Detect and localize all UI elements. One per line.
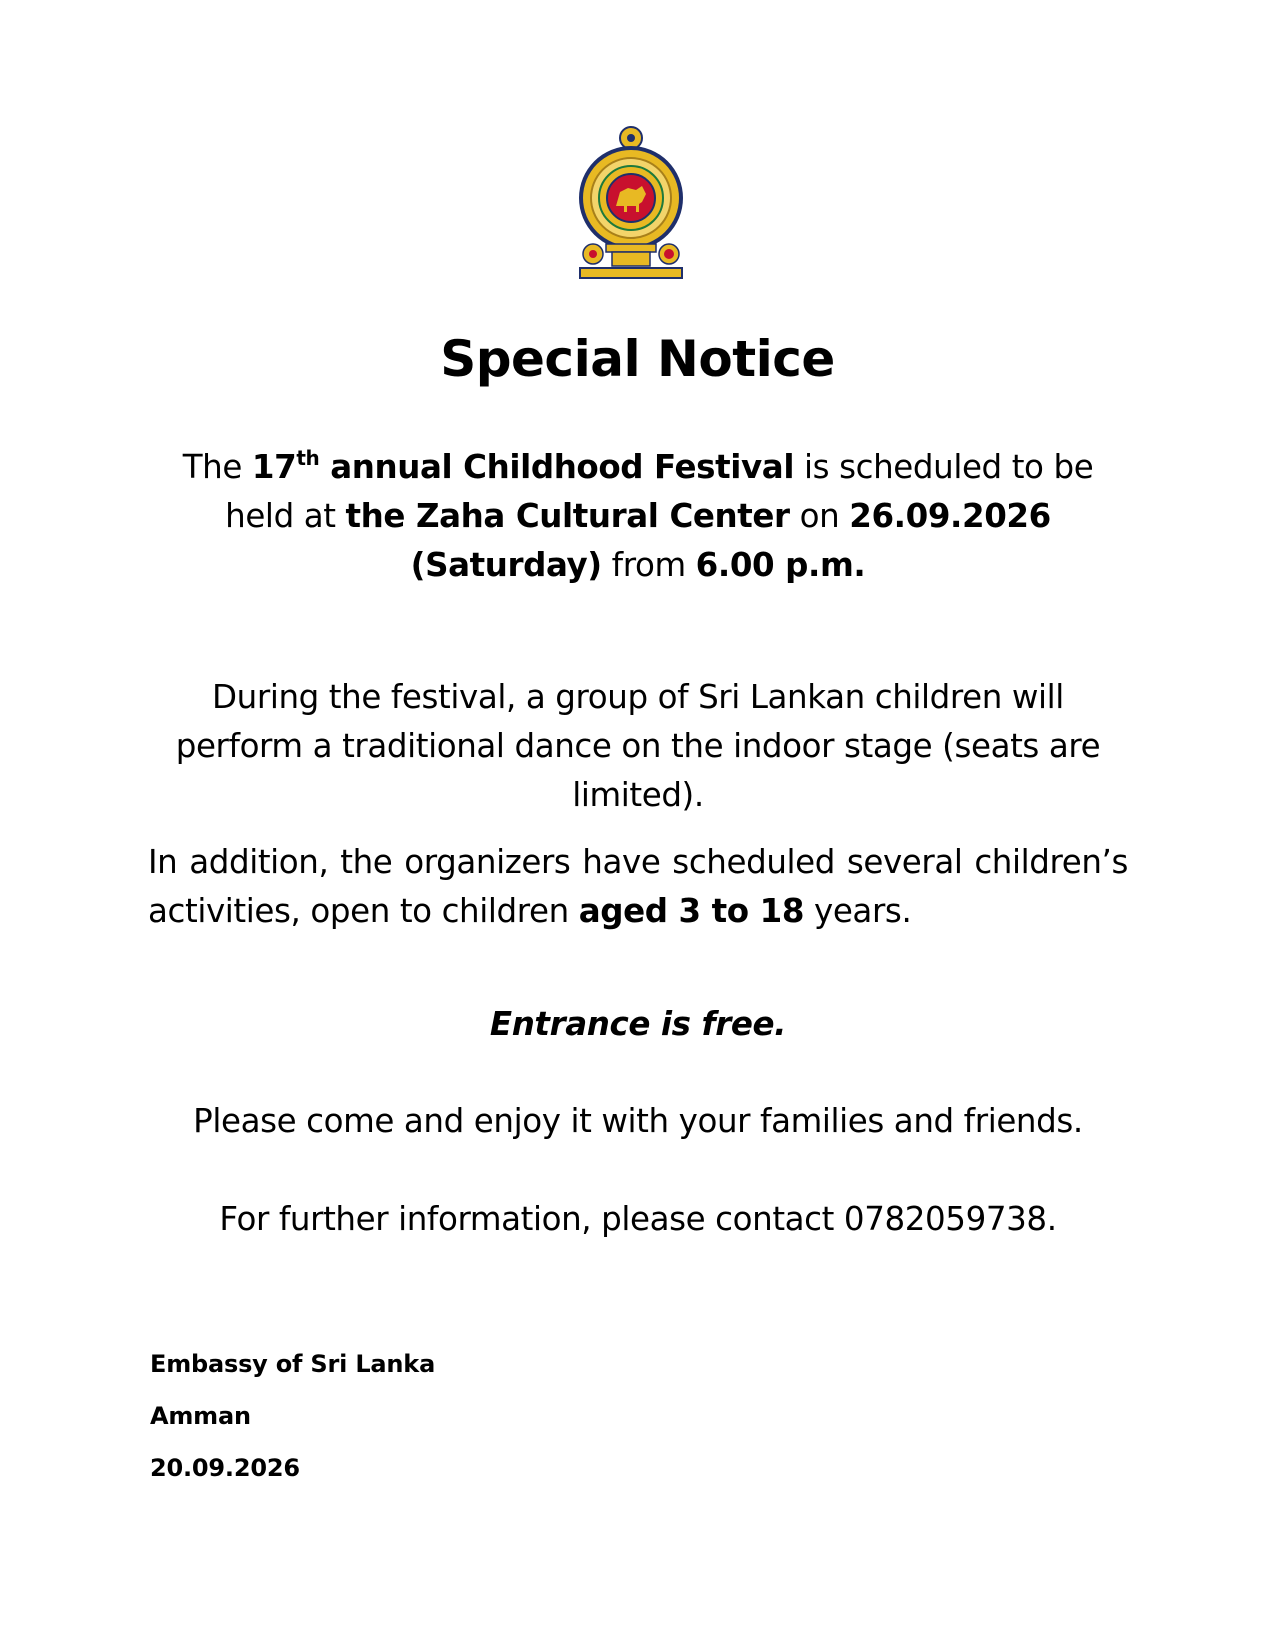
signature-city: Amman — [150, 1402, 251, 1430]
contact-text: For further information, please contact 0782059738. — [219, 1200, 1057, 1238]
performance-paragraph: During the festival, a group of Sri Lankan children will perform a traditional dance on the indoor stage (seats are limited). — [175, 678, 1101, 814]
sri-lanka-emblem-icon — [576, 126, 686, 282]
entrance-note: Entrance is free. — [489, 1005, 787, 1043]
invitation-text: Please come and enjoy it with your families and friends. — [193, 1102, 1083, 1140]
page-title: Special Notice — [440, 330, 835, 388]
signature-date: 20.09.2026 — [150, 1454, 300, 1482]
activities-paragraph: In addition, the organizers have scheduled several children’s activities, open to children aged 3 to 18 years. — [148, 843, 1128, 930]
signature-organization: Embassy of Sri Lanka — [150, 1350, 436, 1378]
announcement-paragraph: The 17th annual Childhood Festival is scheduled to be held at the Zaha Cultural Center on 26.09.2026 (Saturday) from 6.00 p.m. — [182, 446, 1094, 584]
